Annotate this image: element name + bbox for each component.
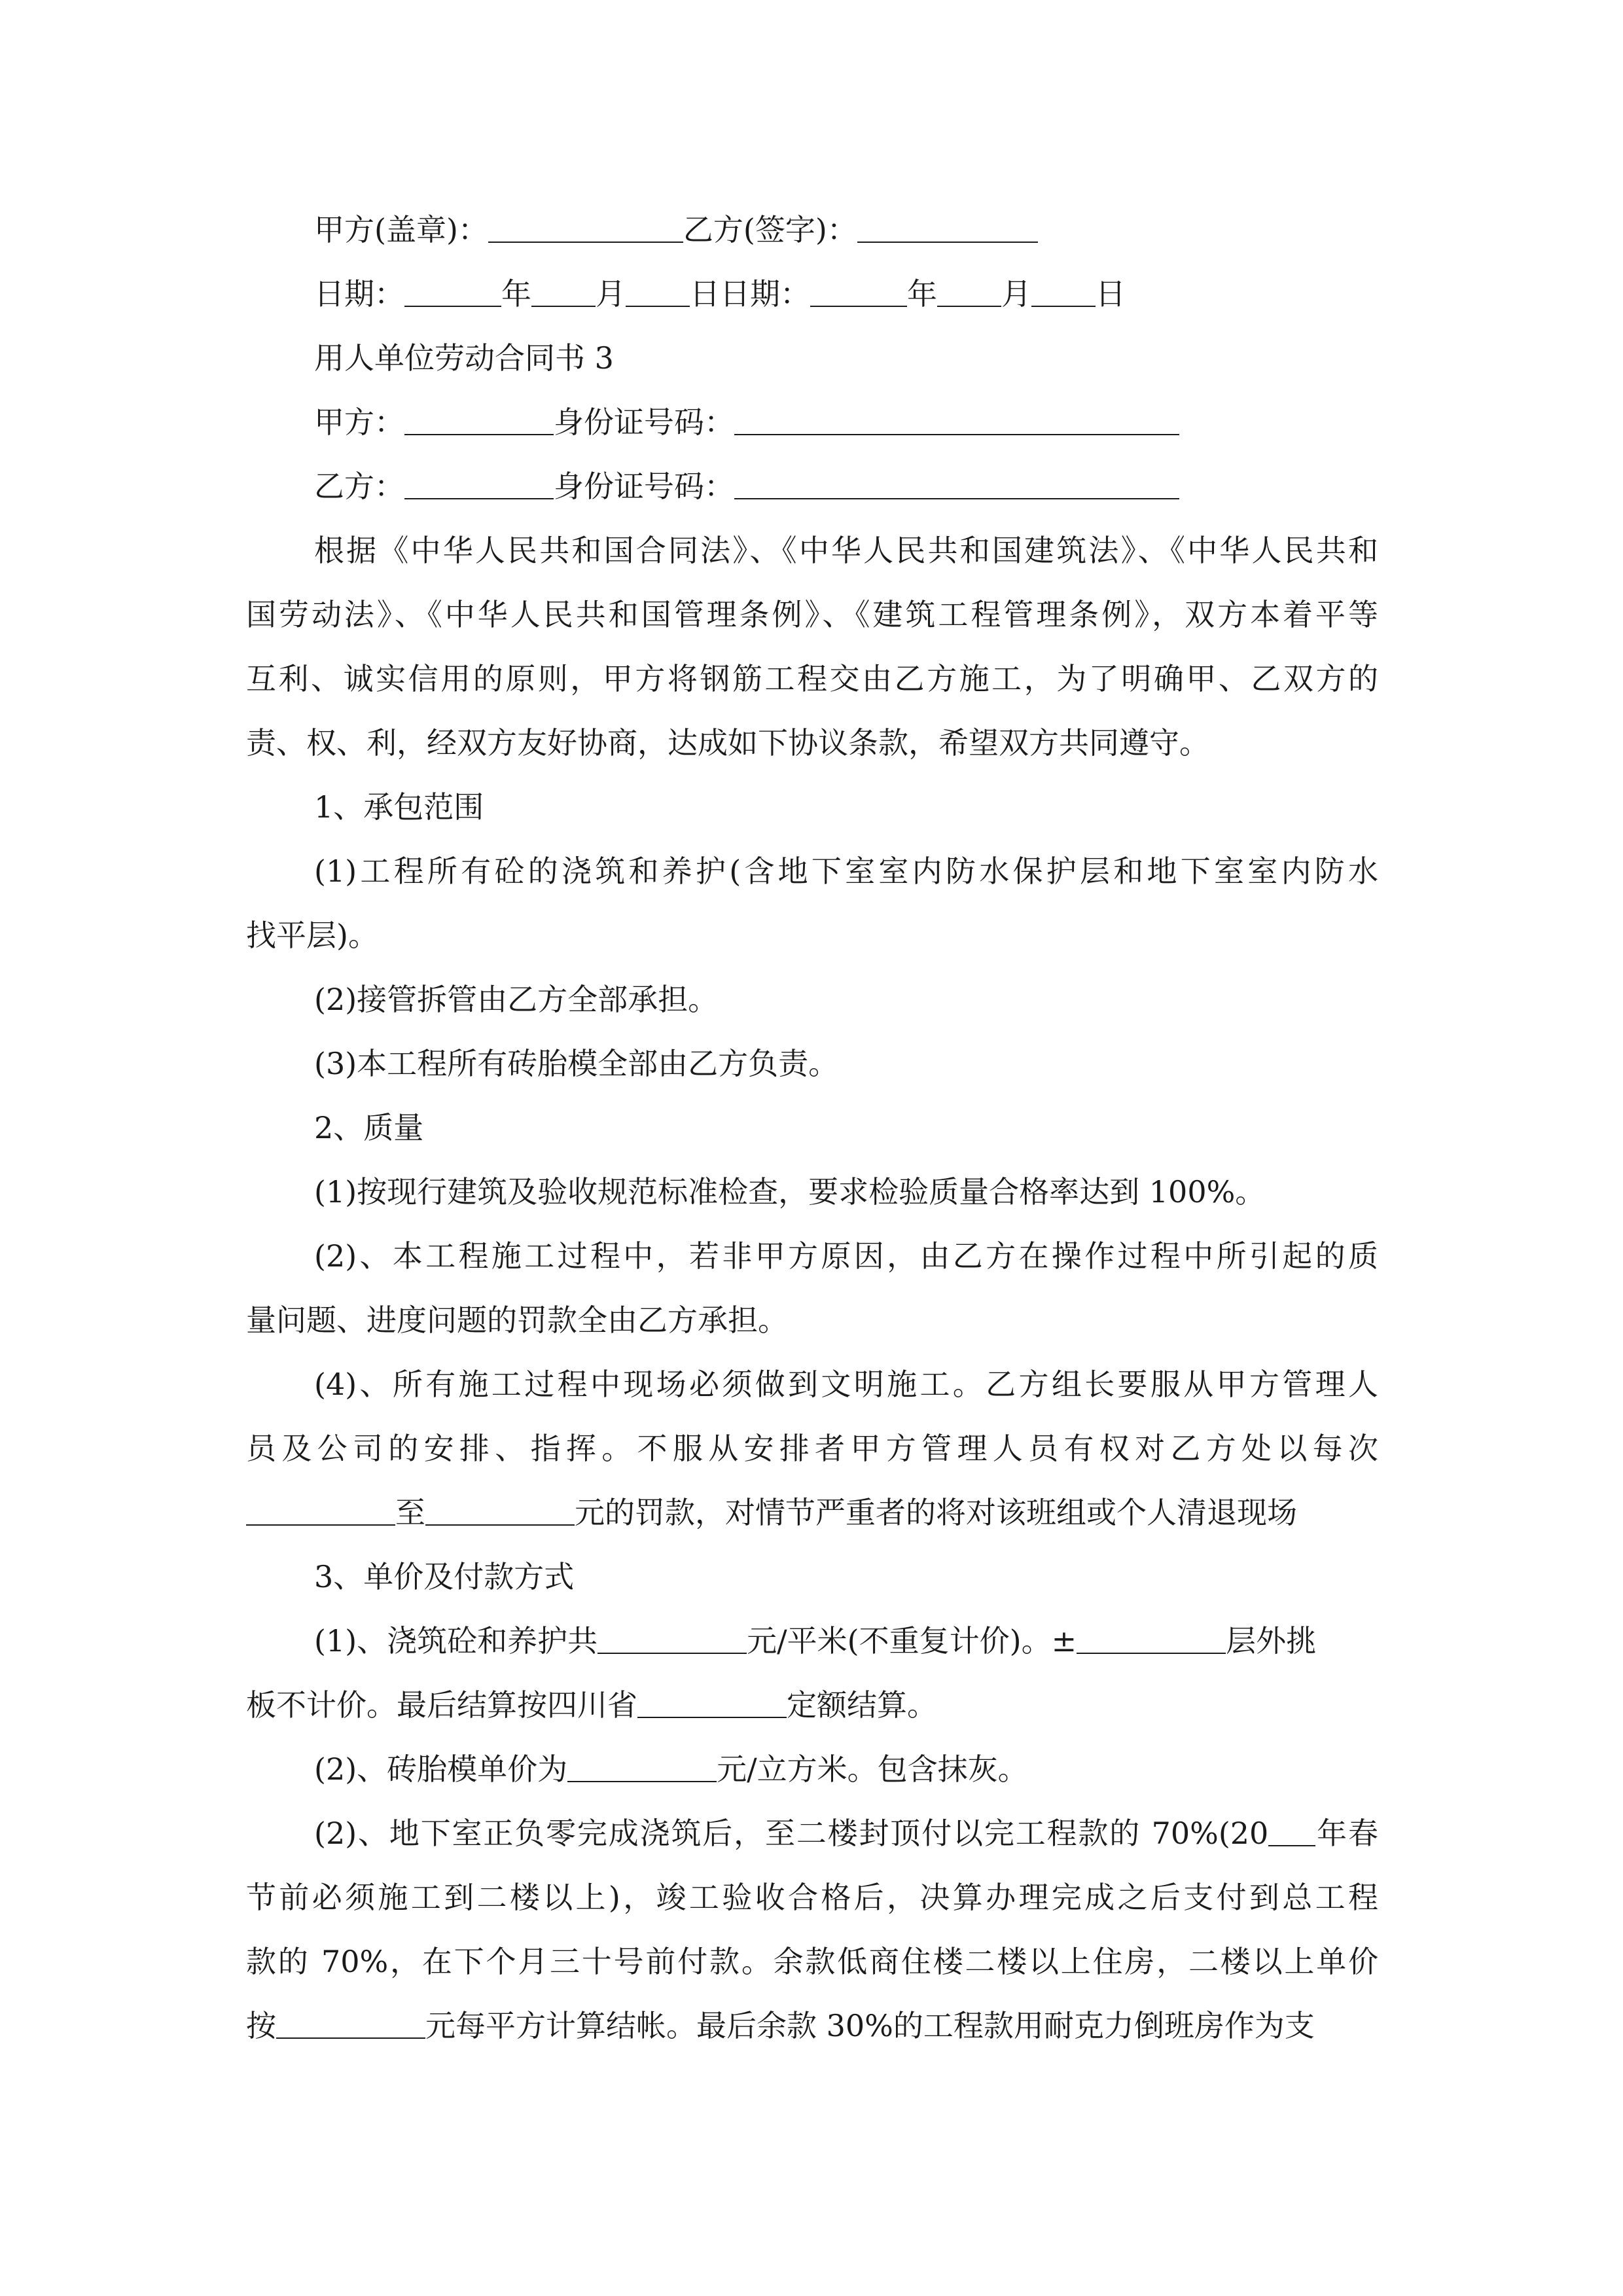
fine-min-blank [246, 1488, 395, 1526]
contract-body [246, 198, 1378, 2058]
clause-line: 量问题、进度问题的罚款全由乙方承担。 [246, 1302, 788, 1338]
clause-line: 款的 70%，在下个月三十号前付款。余款低商住楼二楼以上住房，二楼以上单价 [246, 1944, 1378, 1979]
party-b-sign-blank [857, 205, 1038, 243]
intro-line: 互利、诚实信用的原则，甲方将钢筋工程交由乙方施工，为了明确甲、乙双方的 [246, 661, 1378, 696]
signature-line [246, 198, 1378, 262]
clause-line: 找平层)。 [246, 918, 378, 953]
party-a-seal-label: 甲方(盖章)： [314, 212, 488, 247]
intro-line: 根据《中华人民共和国合同法》、《中华人民共和国建筑法》、《中华人民共和 [314, 533, 1378, 568]
section-heading: 1、承包范围 [314, 789, 484, 825]
price-blank [597, 1616, 747, 1654]
unit-price-blank [276, 2001, 425, 2039]
intro-line: 责、权、利，经双方友好协商，达成如下协议条款，希望双方共同遵守。 [246, 725, 1209, 761]
clause-line: (3)本工程所有砖胎模全部由乙方负责。 [314, 1046, 839, 1081]
date-line: 日期： 年 月 日日期： 年 月 日 [246, 262, 1378, 326]
clause-line: 员及公司的安排、指挥。不服从安排者甲方管理人员有权对乙方处以每次 [246, 1431, 1378, 1466]
mold-price-blank [567, 1744, 717, 1782]
clause-line: (1)工程所有砼的浇筑和养护(含地下室室内防水保护层和地下室室内防水 [314, 853, 1378, 889]
floor-blank [1077, 1616, 1226, 1654]
party-b-line: 乙方： 身份证号码： [246, 454, 1378, 518]
clause-line: (2)、本工程施工过程中，若非甲方原因，由乙方在操作过程中所引起的质 [314, 1238, 1378, 1274]
party-a-name-blank [404, 397, 554, 435]
clause-line: (1)按现行建筑及验收规范标准检查，要求检验质量合格率达到 100%。 [314, 1174, 1266, 1210]
clause-line: 至 元的罚款，对情节严重者的将对该班组或个人清退现场 [246, 1480, 1378, 1545]
party-a-seal-blank [488, 205, 683, 243]
clause-line: (2)接管拆管由乙方全部承担。 [314, 982, 719, 1017]
clause-line: (2)、砖胎模单价为 元/立方米。包含抹灰。 [246, 1737, 1378, 1801]
date-label-a: 日期： [314, 276, 404, 312]
clause-line: (2)、地下室正负零完成浇筑后，至二楼封顶付以完工程款的 70%(20 年春 [246, 1801, 1378, 1865]
party-a-line: 甲方： 身份证号码： [246, 390, 1378, 454]
clause-line: (4)、所有施工过程中现场必须做到文明施工。乙方组长要服从甲方管理人 [314, 1367, 1378, 1402]
clause-line: 按 元每平方计算结帐。最后余款 30%的工程款用耐克力倒班房作为支 [246, 1994, 1378, 2058]
date-label-b: 日日期： [690, 276, 810, 312]
intro-line: 国劳动法》、《中华人民共和国管理条例》、《建筑工程管理条例》，双方本着平等 [246, 597, 1378, 632]
year-blank [1268, 1808, 1315, 1846]
section-heading: 3、单价及付款方式 [314, 1559, 575, 1594]
clause-line: 节前必须施工到二楼以上)，竣工验收合格后，决算办理完成之后支付到总工程 [246, 1880, 1378, 1915]
party-b-id-blank [734, 461, 1179, 499]
contract-title: 用人单位劳动合同书 3 [314, 340, 614, 376]
fine-max-blank [425, 1488, 575, 1526]
clause-line: (1)、浇筑砼和养护共 元/平米(不重复计价)。± 层外挑 [246, 1609, 1378, 1673]
party-b-sign-label: 乙方(签字)： [683, 212, 857, 247]
section-heading: 2、质量 [314, 1110, 424, 1145]
party-b-name-blank [404, 461, 554, 499]
party-a-id-blank [734, 397, 1179, 435]
quota-blank [637, 1680, 787, 1718]
clause-line: 板不计价。最后结算按四川省 定额结算。 [246, 1673, 1378, 1737]
